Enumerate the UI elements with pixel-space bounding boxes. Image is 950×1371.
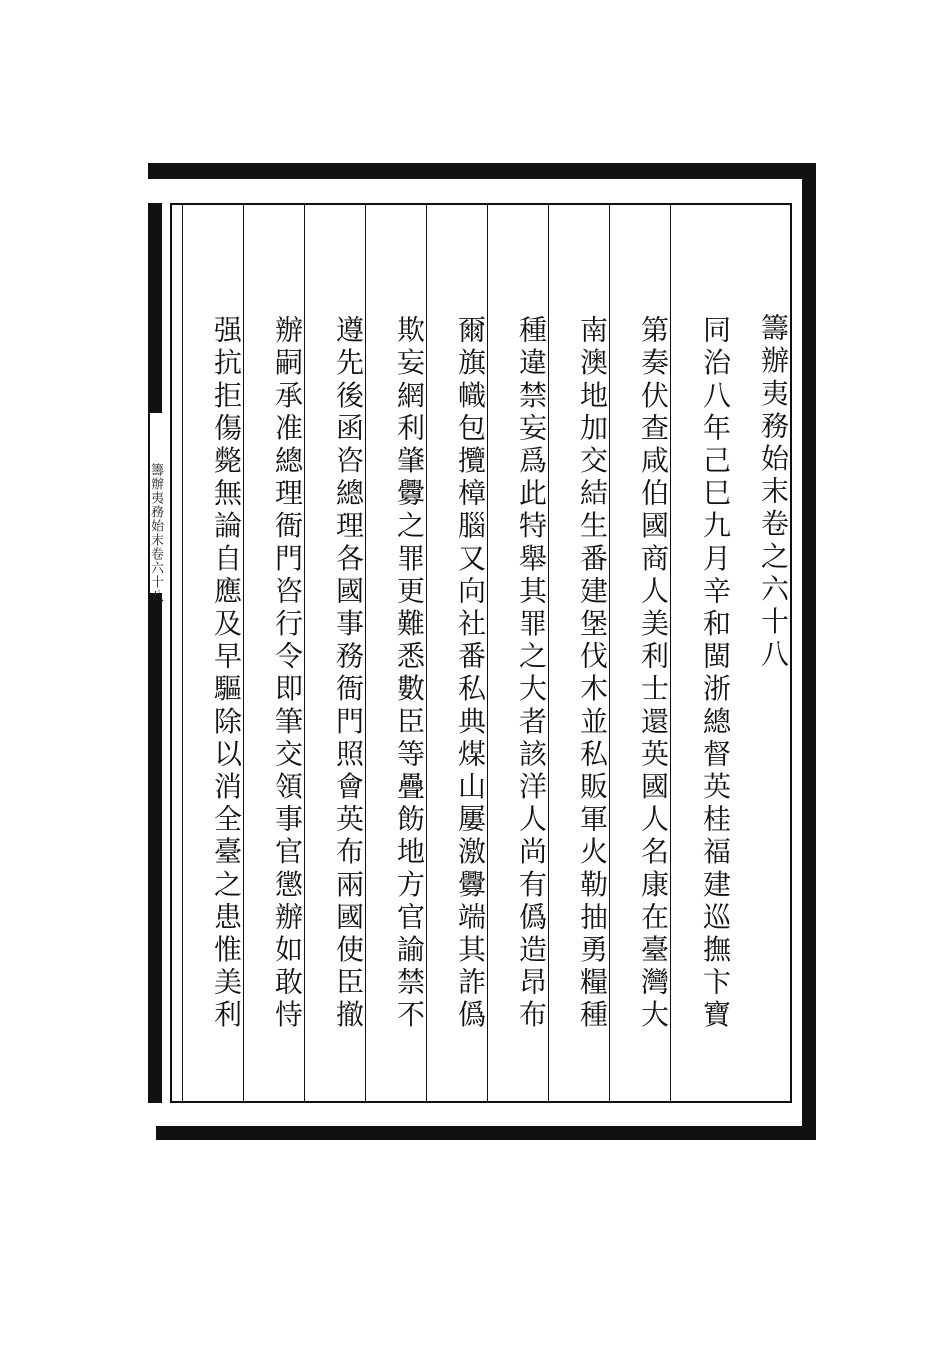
column-text: 遵先後函咨總理各國事務衙門照會英布兩國使臣撤 (332, 315, 365, 1033)
column-text: 第奏伏查咸伯國商人美利士還英國人名康在臺灣大 (637, 315, 670, 1033)
frame-bottom-border (156, 1126, 816, 1140)
text-column (670, 205, 732, 1101)
gutter-label: 籌辦夷務始末卷六十八 (148, 463, 163, 603)
column-text: 强抗拒傷斃無論自應及早驅除以消全臺之患惟美利 (210, 315, 243, 1033)
text-column (243, 205, 304, 1101)
text-column (182, 205, 243, 1101)
text-column (304, 205, 365, 1101)
column-text: 籌辦夷務始末卷之六十八 (757, 313, 790, 672)
frame-left-border (148, 203, 162, 1103)
column-text: 同治八年己巳九月辛和閩浙總督英桂福建巡撫卞寶 (699, 315, 732, 1033)
page-frame (148, 163, 816, 1138)
text-column (548, 205, 609, 1101)
column-text: 南澳地加交結生番建堡伐木並私販軍火勒抽勇糧種 (576, 315, 609, 1033)
column-text: 欺妄網利肇釁之罪更難悉數臣等疊飭地方官諭禁不 (393, 315, 426, 1033)
text-column (365, 205, 426, 1101)
frame-top-border (148, 163, 816, 179)
column-text: 種違禁妄爲此特舉其罪之大者該洋人尚有僞造昂布 (515, 315, 548, 1033)
column-text: 爾旗幟包攬樟腦又向社番私典煤山屢激釁端其詐僞 (454, 315, 487, 1033)
text-column (487, 205, 548, 1101)
frame-right-border (802, 163, 816, 1138)
text-column (732, 205, 790, 1101)
column-text: 辦嗣承准總理衙門咨行令即筆交領事官懲辦如敢恃 (271, 315, 304, 1033)
text-column (609, 205, 670, 1101)
text-column (426, 205, 487, 1101)
text-panel (170, 203, 792, 1103)
